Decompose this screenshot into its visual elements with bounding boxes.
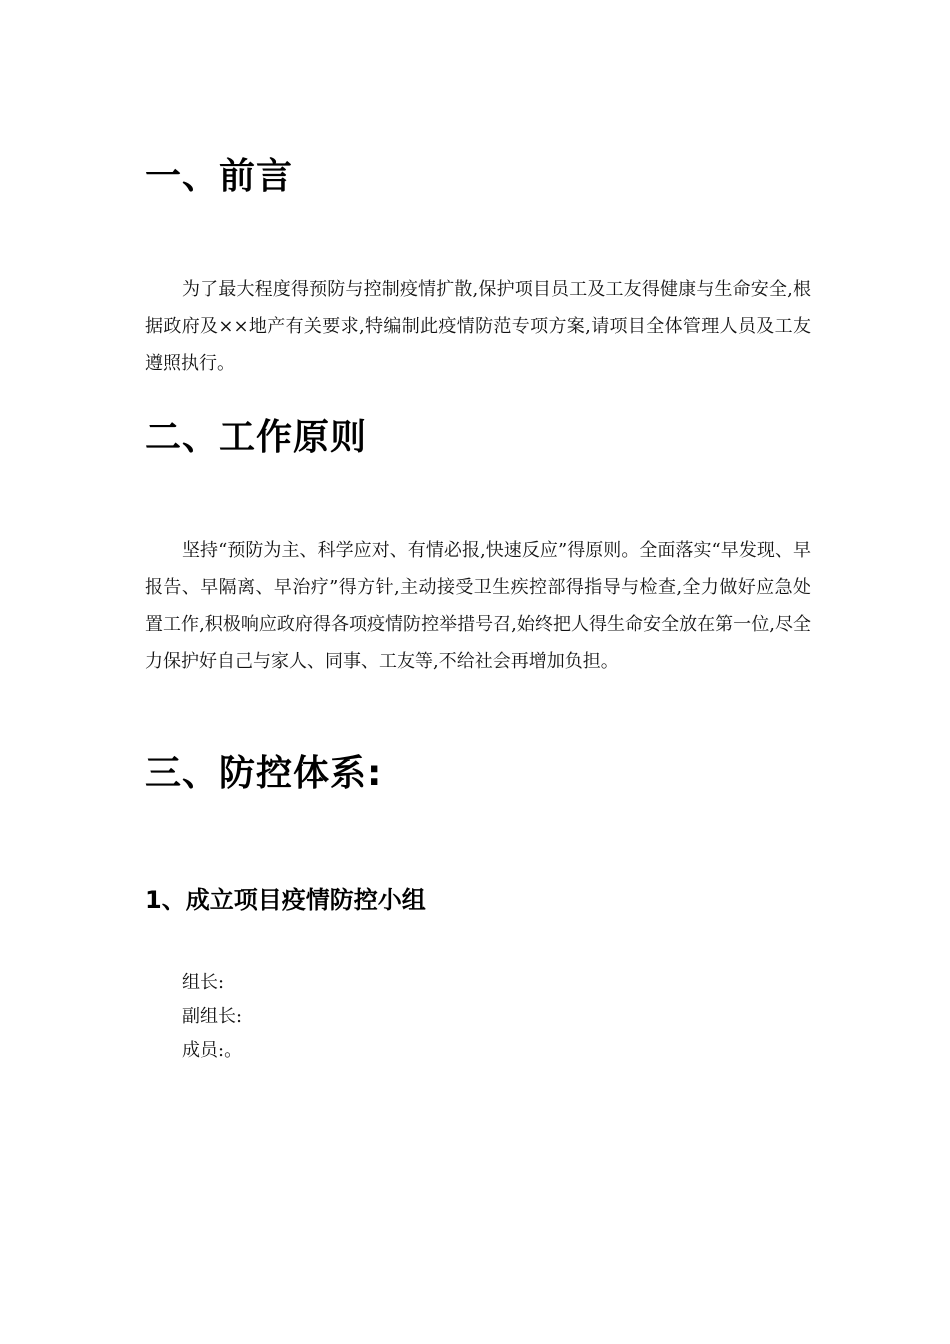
team-leader-label: 组长: (182, 972, 225, 993)
principles-paragraph: 坚持“预防为主、科学应对、有情必报,快速反应”得原则。全面落实“早发现、早报告、早隔离、早治疗”得方针,主动接受卫生疾控部得指导与检查,全力做好应急处置工作,积极响应政府得各项疫情防控举措号召,始终把人得生命安全放在第一位,尽全力保护好自己与家人、同事、工友等,不给社会再增加负担。 (145, 540, 811, 672)
team-subheading: 1、成立项目疫情防控小组 (145, 886, 426, 914)
team-members-label: 成员:。 (182, 1040, 243, 1061)
system-heading: 三、防控体系: (145, 753, 383, 794)
team-deputy-label: 副组长: (182, 1006, 243, 1027)
principles-heading: 二、工作原则 (145, 417, 368, 458)
preface-heading: 一、前言 (145, 156, 294, 197)
preface-paragraph: 为了最大程度得预防与控制疫情扩散,保护项目员工及工友得健康与生命安全,根据政府及××地产有关要求,特编制此疫情防范专项方案,请项目全体管理人员及工友遵照执行。 (145, 279, 811, 374)
